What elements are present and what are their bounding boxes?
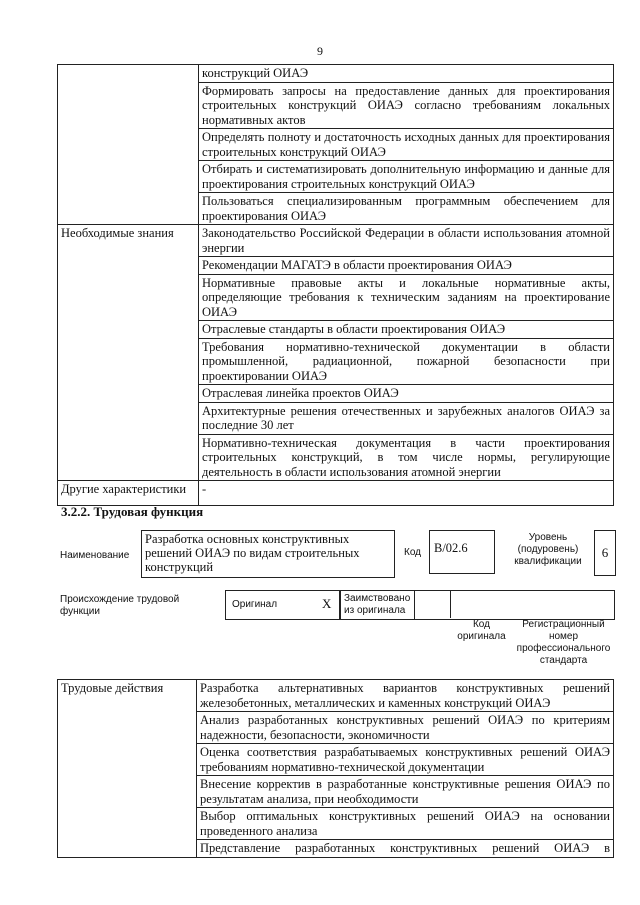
page-number: 9 [317,44,323,58]
origin-divider [450,590,451,618]
knowledge-item: Рекомендации МАГАТЭ в области проектирования ОИАЭ [199,257,614,275]
function-code: B/02.6 [429,530,495,574]
requirements-table [57,64,614,506]
labor-actions-table [57,679,614,858]
code-label: Код [404,547,422,558]
origin-label: Происхождение трудовой функции [60,594,180,617]
code-original-label: Код оригинала [457,619,506,642]
borrowed-label: Заимствовано из оригинала [344,593,411,616]
knowledge-item: Требования нормативно-технической документации в области промышленной, радиационной, пожарной безопасности при проектировании ОИАЭ [199,338,614,385]
original-label: Оригинал [232,599,278,610]
origin-code-box [415,590,615,620]
action-item: Оценка соответствия разрабатываемых конструктивных решений ОИАЭ требованиям нормативно-технической документации [197,744,614,776]
knowledge-item: Отраслевая линейка проектов ОИАЭ [199,385,614,403]
function-name: Разработка основных конструктивных решений ОИАЭ по видам строительных конструкций [141,530,395,578]
original-mark: X [322,596,332,611]
level-value: 6 [594,530,616,576]
knowledge-label: Необходимые знания [58,225,199,481]
skill-item: конструкций ОИАЭ [199,65,614,83]
skills-label-cell [58,65,199,225]
knowledge-item: Отраслевые стандарты в области проектирования ОИАЭ [199,321,614,339]
level-label: Уровень (подуровень) квалификации [514,532,582,567]
knowledge-item: Архитектурные решения отечественных и зарубежных аналогов ОИАЭ за последние 30 лет [199,402,614,434]
skill-item: Отбирать и систематизировать дополнительную информацию и данные для проектирования строительных конструкций ОИАЭ [199,161,614,193]
skill-item: Определять полноту и достаточность исходных данных для проектирования строительных конструкций ОИАЭ [199,129,614,161]
action-item: Представление разработанных конструктивных решений ОИАЭ в [197,840,614,858]
name-label: Наименование [60,550,130,561]
action-item: Разработка альтернативных вариантов конструктивных решений железобетонных, металлических и каменных конструкций ОИАЭ [197,680,614,712]
knowledge-item: Нормативные правовые акты и локальные нормативные акты, определяющие требования к техническим заданиям на проектирование ОИАЭ [199,274,614,321]
knowledge-item: Законодательство Российской Федерации в области использования атомной энергии [199,225,614,257]
skill-item: Пользоваться специализированным программным обеспечением для проектирования ОИАЭ [199,193,614,225]
reg-number-label: Регистрационный номер профессионального стандарта [516,619,611,666]
other-label: Другие характеристики [58,481,199,506]
other-value: - [199,481,614,506]
skill-item: Формировать запросы на предоставление данных для проектирования строительных конструкций ОИАЭ согласно требованиям локальных нормативных актов [199,82,614,129]
actions-label: Трудовые действия [58,680,197,858]
action-item: Анализ разработанных конструктивных решений ОИАЭ по критериям надежности, безопасности, экономичности [197,712,614,744]
knowledge-item: Нормативно-техническая документация в части проектирования строительных конструкций, в том числе нормы, регулирующие деятельность в области использования атомной энергии [199,434,614,481]
section-title: 3.2.2. Трудовая функция [61,504,204,519]
action-item: Выбор оптимальных конструктивных решений ОИАЭ на основании проведенного анализа [197,808,614,840]
action-item: Внесение корректив в разработанные конструктивные решения ОИАЭ по результатам анализа, при необходимости [197,776,614,808]
